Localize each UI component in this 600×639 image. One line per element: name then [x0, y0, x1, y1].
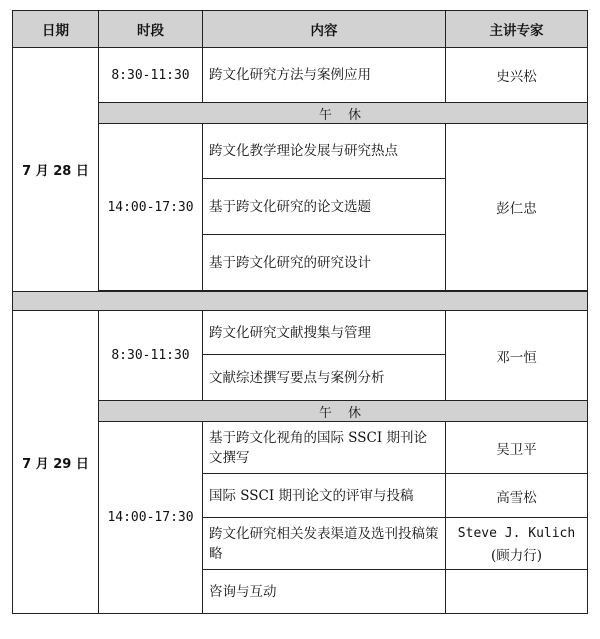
schedule-table-wrapper [12, 10, 588, 614]
header-date: 日期 [13, 11, 99, 48]
day2-afternoon-expert-2: 高雪松 [446, 474, 588, 518]
day1-morning-time: 8:30-11:30 [99, 48, 203, 103]
day2-afternoon-topic-3: 跨文化研究相关发表渠道及选刊投稿策略 [203, 518, 446, 570]
day2-lunch-break: 午 休 [99, 401, 588, 422]
day-separator-row [13, 292, 588, 311]
day2-afternoon-time: 14:00-17:30 [99, 422, 203, 614]
header-row [13, 11, 588, 48]
header-time: 时段 [99, 11, 203, 48]
day2-morning-topic-2: 文献综述撰写要点与案例分析 [203, 355, 446, 401]
day2-morning-time: 8:30-11:30 [99, 311, 203, 401]
day2-afternoon-expert-1: 吴卫平 [446, 422, 588, 474]
expert-chinese-name: (顾力行) [490, 547, 543, 564]
day2-afternoon-expert-4 [446, 570, 588, 614]
day1-afternoon-topic-2: 基于跨文化研究的论文选题 [203, 179, 446, 235]
day2-afternoon-expert-3 [446, 518, 588, 570]
day-separator [13, 292, 588, 311]
day2-afternoon-topic-2: 国际 SSCI 期刊论文的评审与投稿 [203, 474, 446, 518]
day2-afternoon-topic-4: 咨询与互动 [203, 570, 446, 614]
lunch-row [13, 103, 588, 124]
day1-lunch-break: 午 休 [99, 103, 588, 124]
header-content: 内容 [203, 11, 446, 48]
day1-afternoon-topic-1: 跨文化教学理论发展与研究热点 [203, 124, 446, 179]
day1-morning-topic: 跨文化研究方法与案例应用 [203, 48, 446, 103]
day1-morning-expert: 史兴松 [446, 48, 588, 103]
day1-afternoon-time: 14:00-17:30 [99, 124, 203, 291]
header-expert: 主讲专家 [446, 11, 588, 48]
day1-date: 7 月 28 日 [13, 48, 99, 292]
day2-date: 7 月 29 日 [13, 311, 99, 614]
lunch-row [13, 401, 588, 422]
day2-morning-expert: 邓一恒 [446, 311, 588, 401]
expert-name: Steve J. Kulich [457, 525, 576, 541]
table-row [13, 124, 588, 179]
day1-afternoon-expert: 彭仁忠 [446, 124, 588, 291]
table-row [13, 422, 588, 474]
day2-afternoon-topic-1: 基于跨文化视角的国际 SSCI 期刊论文撰写 [203, 422, 446, 474]
day2-morning-topic-1: 跨文化研究文献搜集与管理 [203, 311, 446, 355]
table-row [13, 48, 588, 103]
table-row [13, 311, 588, 355]
day1-afternoon-topic-3: 基于跨文化研究的研究设计 [203, 235, 446, 291]
schedule-table [12, 10, 588, 614]
